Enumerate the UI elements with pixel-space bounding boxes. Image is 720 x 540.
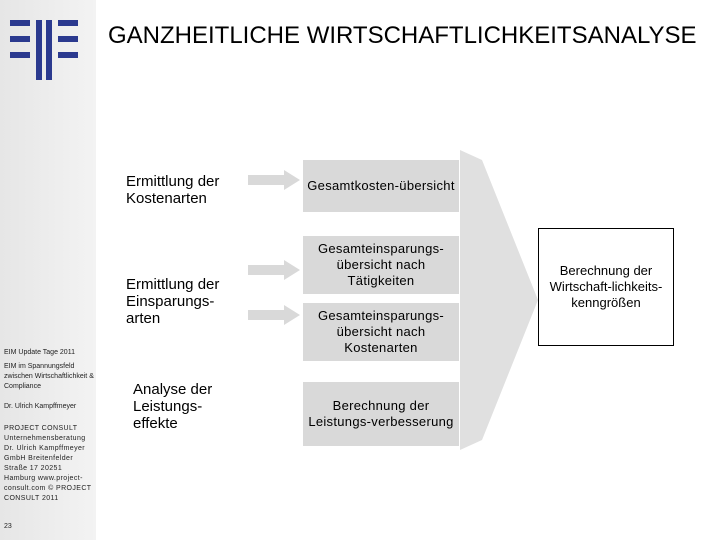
label-leistungseffekte: Analyse der Leistungs-effekte bbox=[133, 381, 213, 432]
page-title: GANZHEITLICHE WIRTSCHAFTLICHKEITSANALYSE bbox=[108, 22, 697, 49]
company-info: PROJECT CONSULT Unternehmensberatung Dr. Ulrich Kampffmeyer GmbH Breitenfelder Straße 17 20251 Hamburg www.project-consult.com © PROJECT CONSULT 2011 bbox=[4, 425, 92, 502]
speaker-name: Dr. Ulrich Kampffmeyer bbox=[4, 403, 77, 410]
event-name: EIM Update Tage 2011 bbox=[4, 349, 75, 356]
box-leistungsverbesserung: Berechnung der Leistungs-verbesserung bbox=[303, 382, 459, 446]
result-box: Berechnung der Wirtschaft-lichkeits-kenngrößen bbox=[538, 228, 674, 346]
page-number: 23 bbox=[4, 523, 12, 530]
arrow-right-icon bbox=[248, 305, 300, 325]
label-einsparungsarten: Ermittlung der Einsparungs-arten bbox=[126, 276, 220, 327]
big-arrow-icon bbox=[460, 150, 540, 540]
talk-title: EIM im Spannungsfeld zwischen Wirtschaftlichkeit & Compliance bbox=[4, 363, 94, 390]
sidebar bbox=[0, 0, 96, 540]
arrow-right-icon bbox=[248, 170, 300, 190]
arrow-right-icon bbox=[248, 260, 300, 280]
box-einsparung-kostenarten: Gesamteinsparungs-übersicht nach Kostenarten bbox=[303, 303, 459, 361]
box-gesamtkosten: Gesamtkosten-übersicht bbox=[303, 160, 459, 212]
company-logo bbox=[8, 12, 80, 82]
box-einsparung-taetigkeiten: Gesamteinsparungs-übersicht nach Tätigkeiten bbox=[303, 236, 459, 294]
label-kostenarten: Ermittlung der Kostenarten bbox=[126, 173, 220, 207]
